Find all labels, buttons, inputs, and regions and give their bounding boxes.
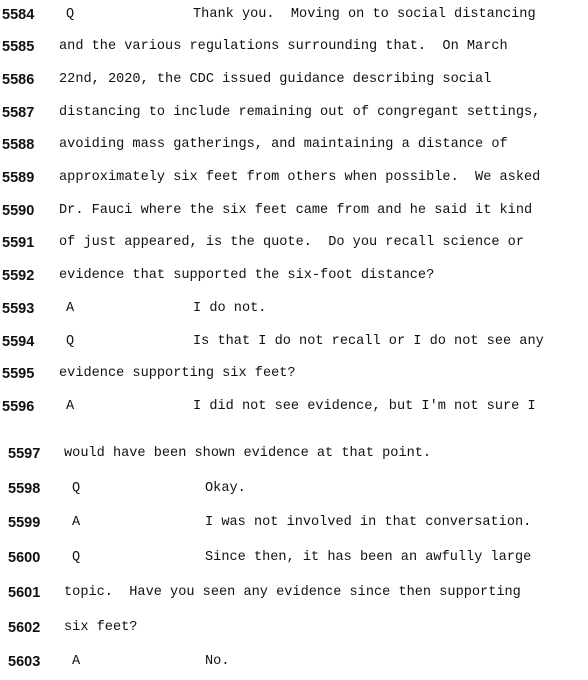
line-text: distancing to include remaining out of congregant settings,: [59, 105, 541, 120]
line-number: 5594: [2, 334, 35, 350]
line-text: six feet?: [64, 620, 138, 635]
line-text: of just appeared, is the quote. Do you recall science or: [59, 235, 524, 250]
line-text: I was not involved in that conversation.: [205, 515, 532, 530]
line-text: Dr. Fauci where the six feet came from and he said it kind: [59, 203, 533, 218]
speaker-label: Q: [72, 481, 81, 496]
transcript-line-5591: [0, 233, 588, 257]
transcript-line-5593: [0, 299, 588, 323]
line-number: 5585: [2, 39, 35, 55]
line-text: and the various regulations surrounding that. On March: [59, 39, 508, 54]
speaker-label: Q: [66, 7, 75, 22]
line-number: 5601: [8, 585, 41, 601]
transcript-line-5603: [0, 652, 588, 676]
transcript-line-5584: [0, 5, 588, 29]
line-text: Is that I do not recall or I do not see any: [193, 334, 544, 349]
line-number: 5588: [2, 137, 35, 153]
transcript-line-5598: [0, 479, 588, 503]
line-number: 5595: [2, 366, 35, 382]
transcript-line-5595: [0, 364, 588, 388]
line-number: 5603: [8, 654, 41, 670]
speaker-label: Q: [66, 334, 75, 349]
transcript-line-5599: [0, 513, 588, 537]
line-number: 5591: [2, 235, 35, 251]
line-text: Okay.: [205, 481, 246, 496]
line-text: I did not see evidence, but I'm not sure I: [193, 399, 536, 414]
line-text: Thank you. Moving on to social distancing: [193, 7, 536, 22]
speaker-label: A: [66, 301, 75, 316]
line-text: evidence that supported the six-foot distance?: [59, 268, 435, 283]
speaker-label: A: [66, 399, 75, 414]
line-text: 22nd, 2020, the CDC issued guidance describing social: [59, 72, 492, 87]
transcript-line-5592: [0, 266, 588, 290]
line-number: 5592: [2, 268, 35, 284]
line-text: approximately six feet from others when possible. We asked: [59, 170, 541, 185]
speaker-label: A: [72, 654, 81, 669]
line-number: 5599: [8, 515, 41, 531]
line-number: 5584: [2, 7, 35, 23]
speaker-label: A: [72, 515, 81, 530]
transcript-line-5597: [0, 444, 588, 468]
transcript-line-5600: [0, 548, 588, 572]
line-text: No.: [205, 654, 230, 669]
line-text: I do not.: [193, 301, 267, 316]
transcript-line-5594: [0, 332, 588, 356]
transcript-line-5601: [0, 583, 588, 607]
line-number: 5598: [8, 481, 41, 497]
line-text: evidence supporting six feet?: [59, 366, 296, 381]
line-number: 5597: [8, 446, 41, 462]
transcript-line-5596: [0, 397, 588, 421]
transcript-line-5602: [0, 618, 588, 642]
line-number: 5586: [2, 72, 35, 88]
line-number: 5587: [2, 105, 35, 121]
line-number: 5600: [8, 550, 41, 566]
speaker-label: Q: [72, 550, 81, 565]
line-text: topic. Have you seen any evidence since then supporting: [64, 585, 521, 600]
line-number: 5602: [8, 620, 41, 636]
line-number: 5590: [2, 203, 35, 219]
line-number: 5596: [2, 399, 35, 415]
transcript-line-5586: [0, 70, 588, 94]
transcript-line-5590: [0, 201, 588, 225]
line-text: would have been shown evidence at that point.: [64, 446, 432, 461]
line-number: 5589: [2, 170, 35, 186]
line-text: avoiding mass gatherings, and maintaining a distance of: [59, 137, 508, 152]
transcript-line-5585: [0, 37, 588, 61]
transcript-line-5589: [0, 168, 588, 192]
line-number: 5593: [2, 301, 35, 317]
transcript-line-5588: [0, 135, 588, 159]
line-text: Since then, it has been an awfully large: [205, 550, 532, 565]
transcript-line-5587: [0, 103, 588, 127]
